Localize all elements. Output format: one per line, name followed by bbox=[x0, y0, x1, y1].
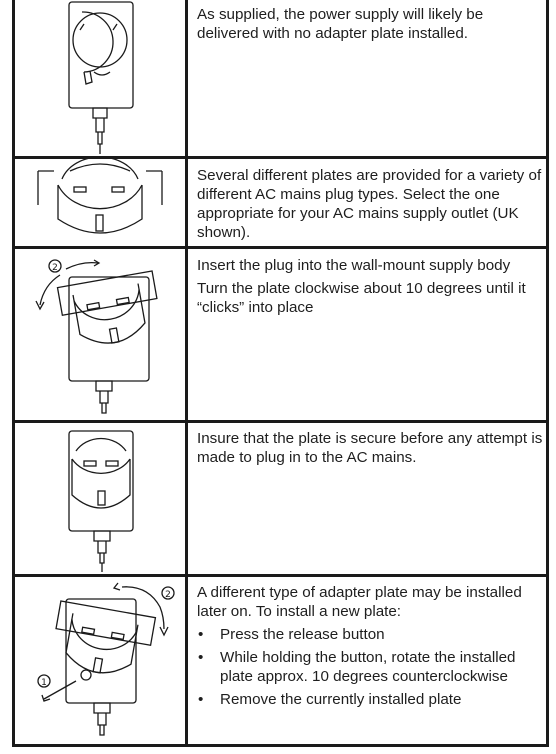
row-1-text bbox=[197, 5, 545, 43]
row-4-paragraph: Insure that the plate is secure before any attempt is made to plug in to the AC mains. bbox=[197, 430, 543, 466]
row-5-bullet-list bbox=[197, 625, 545, 709]
row-4-text bbox=[197, 429, 545, 467]
list-item: • Press the release button bbox=[197, 625, 545, 644]
row-2-paragraph: Several different plates are provided for a variety of different AC mains plug types. Select the one appropriate for your AC mains supply outlet (UK shown). bbox=[197, 167, 542, 241]
power-supply-illustration bbox=[14, 0, 186, 156]
svg-text:1: 1 bbox=[41, 678, 47, 688]
table-border-right bbox=[546, 0, 549, 747]
row-3-paragraph-2: Turn the plate clockwise about 10 degrees until it “clicks” into place bbox=[197, 280, 526, 316]
list-item: • Remove the currently installed plate bbox=[197, 690, 545, 709]
insert-plate-illustration bbox=[14, 249, 186, 420]
row-3-text bbox=[197, 256, 545, 317]
row-5-paragraph: A different type of adapter plate may be installed later on. To install a new plate: bbox=[197, 584, 522, 620]
row-1-paragraph: As supplied, the power supply will likely be delivered with no adapter plate installed. bbox=[197, 6, 484, 42]
row-3-paragraph-1: Insert the plug into the wall-mount supply body bbox=[197, 257, 511, 274]
release-plate-illustration bbox=[14, 577, 186, 744]
list-item: • While holding the button, rotate the installed plate approx. 10 degrees counterclockwise bbox=[197, 648, 545, 686]
table-border-bottom bbox=[12, 744, 549, 747]
row-5-text bbox=[197, 583, 545, 713]
svg-text:2: 2 bbox=[52, 263, 58, 273]
secured-plate-illustration bbox=[14, 423, 186, 574]
uk-plate-illustration bbox=[14, 159, 186, 246]
row-2-text bbox=[197, 166, 545, 242]
svg-text:2: 2 bbox=[165, 590, 171, 600]
